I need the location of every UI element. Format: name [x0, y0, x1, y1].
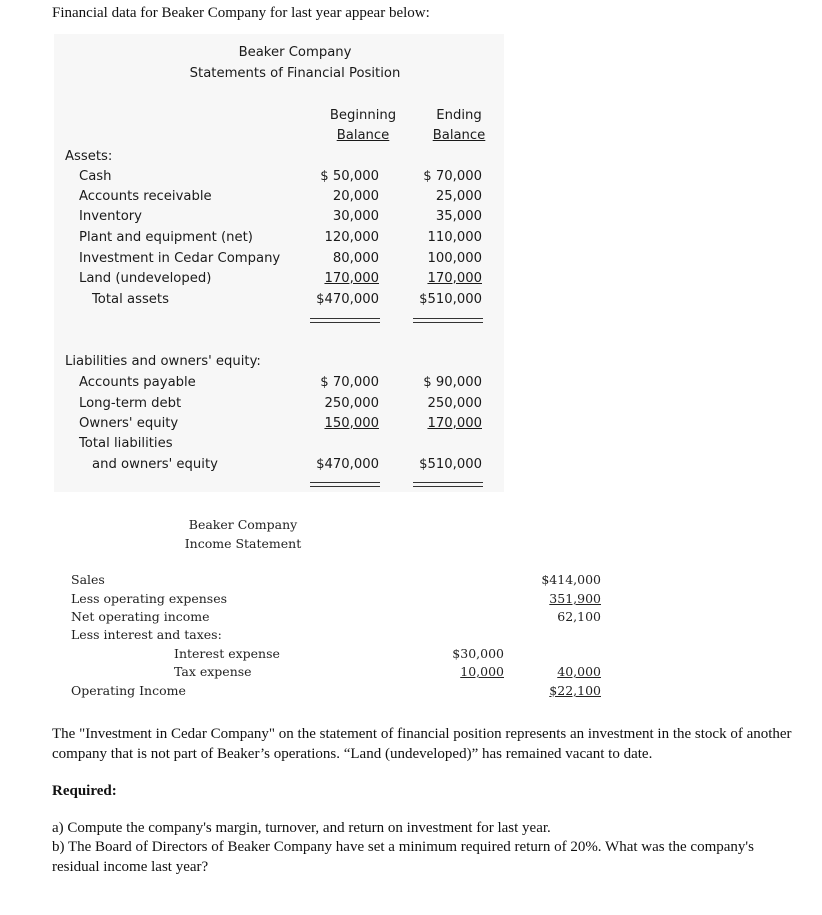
- col-begin-1: Beginning: [329, 108, 397, 123]
- op-income-label: Operating Income: [71, 683, 186, 698]
- liab-begin: 150,000: [324, 416, 379, 431]
- double-underline: [413, 318, 483, 323]
- asset-end: $ 70,000: [423, 169, 482, 184]
- asset-begin: 120,000: [324, 230, 379, 245]
- total-assets-label: Total assets: [92, 292, 169, 307]
- asset-label: Land (undeveloped): [79, 271, 212, 286]
- noi-value: 62,100: [557, 609, 601, 624]
- asset-label: Inventory: [79, 209, 142, 224]
- opex-value: 351,900: [549, 591, 601, 606]
- sales-value: $414,000: [541, 572, 601, 587]
- liab-end: 250,000: [427, 396, 482, 411]
- interest-value: $30,000: [452, 646, 504, 661]
- col-end-1: Ending: [436, 108, 482, 123]
- asset-begin: 170,000: [324, 271, 379, 286]
- liab-end: 170,000: [427, 416, 482, 431]
- liab-end: $ 90,000: [423, 375, 482, 390]
- asset-begin: 80,000: [332, 251, 379, 266]
- liab-label: Accounts payable: [79, 375, 196, 390]
- requirement-b: b) The Board of Directors of Beaker Company have set a minimum required return of 20%. What was the company's residual income last year?: [52, 839, 754, 875]
- asset-begin: $ 50,000: [320, 169, 379, 184]
- asset-label: Cash: [79, 169, 112, 184]
- liab-label: Long-term debt: [79, 396, 182, 411]
- total-liab-label-1: Total liabilities: [79, 436, 173, 451]
- interest-tax-total: 40,000: [557, 664, 601, 679]
- liab-begin: 250,000: [324, 396, 379, 411]
- tax-label: Tax expense: [174, 664, 252, 679]
- interest-label: Interest expense: [174, 646, 280, 661]
- total-liab-end: $510,000: [419, 457, 482, 472]
- required-label: Required:: [52, 783, 117, 799]
- intro-text: Financial data for Beaker Company for last year appear below:: [52, 5, 430, 21]
- total-liab-begin: $470,000: [316, 457, 379, 472]
- tax-value: 10,000: [460, 664, 504, 679]
- requirement-a: a) Compute the company's margin, turnover, and return on investment for last year.: [52, 820, 551, 836]
- assets-header: Assets:: [65, 149, 113, 164]
- asset-end: 170,000: [427, 271, 482, 286]
- asset-label: Plant and equipment (net): [79, 230, 253, 245]
- bs-title: Statements of Financial Position: [189, 66, 401, 81]
- liab-begin: $ 70,000: [320, 375, 379, 390]
- asset-end: 35,000: [435, 209, 482, 224]
- is-company: Beaker Company: [188, 517, 298, 532]
- asset-begin: 30,000: [332, 209, 379, 224]
- sales-label: Sales: [71, 572, 105, 587]
- op-income-value: $22,100: [549, 683, 601, 698]
- asset-end: 100,000: [427, 251, 482, 266]
- opex-label: Less operating expenses: [71, 591, 228, 606]
- col-end-2: Balance: [432, 128, 486, 143]
- total-assets-begin: $470,000: [316, 292, 379, 307]
- total-liab-label-2: and owners' equity: [92, 457, 218, 472]
- asset-label: Investment in Cedar Company: [79, 251, 281, 266]
- col-begin-2: Balance: [336, 128, 390, 143]
- total-assets-end: $510,000: [419, 292, 482, 307]
- noi-label: Net operating income: [71, 609, 210, 624]
- double-underline: [310, 318, 380, 323]
- is-title: Income Statement: [184, 536, 302, 551]
- note-paragraph: The "Investment in Cedar Company" on the statement of financial position represents an investment in the stock of another company that is not part of Beaker’s operations. “Land (undeveloped)” has remained vacant to date.: [52, 726, 792, 762]
- asset-end: 110,000: [427, 230, 482, 245]
- liab-label: Owners' equity: [79, 416, 179, 431]
- interest-taxes-label: Less interest and taxes:: [71, 627, 222, 642]
- asset-label: Accounts receivable: [79, 189, 212, 204]
- asset-begin: 20,000: [332, 189, 379, 204]
- double-underline: [310, 482, 380, 487]
- bs-company: Beaker Company: [238, 45, 352, 60]
- double-underline: [413, 482, 483, 487]
- asset-end: 25,000: [435, 189, 482, 204]
- liab-header: Liabilities and owners' equity:: [65, 354, 261, 369]
